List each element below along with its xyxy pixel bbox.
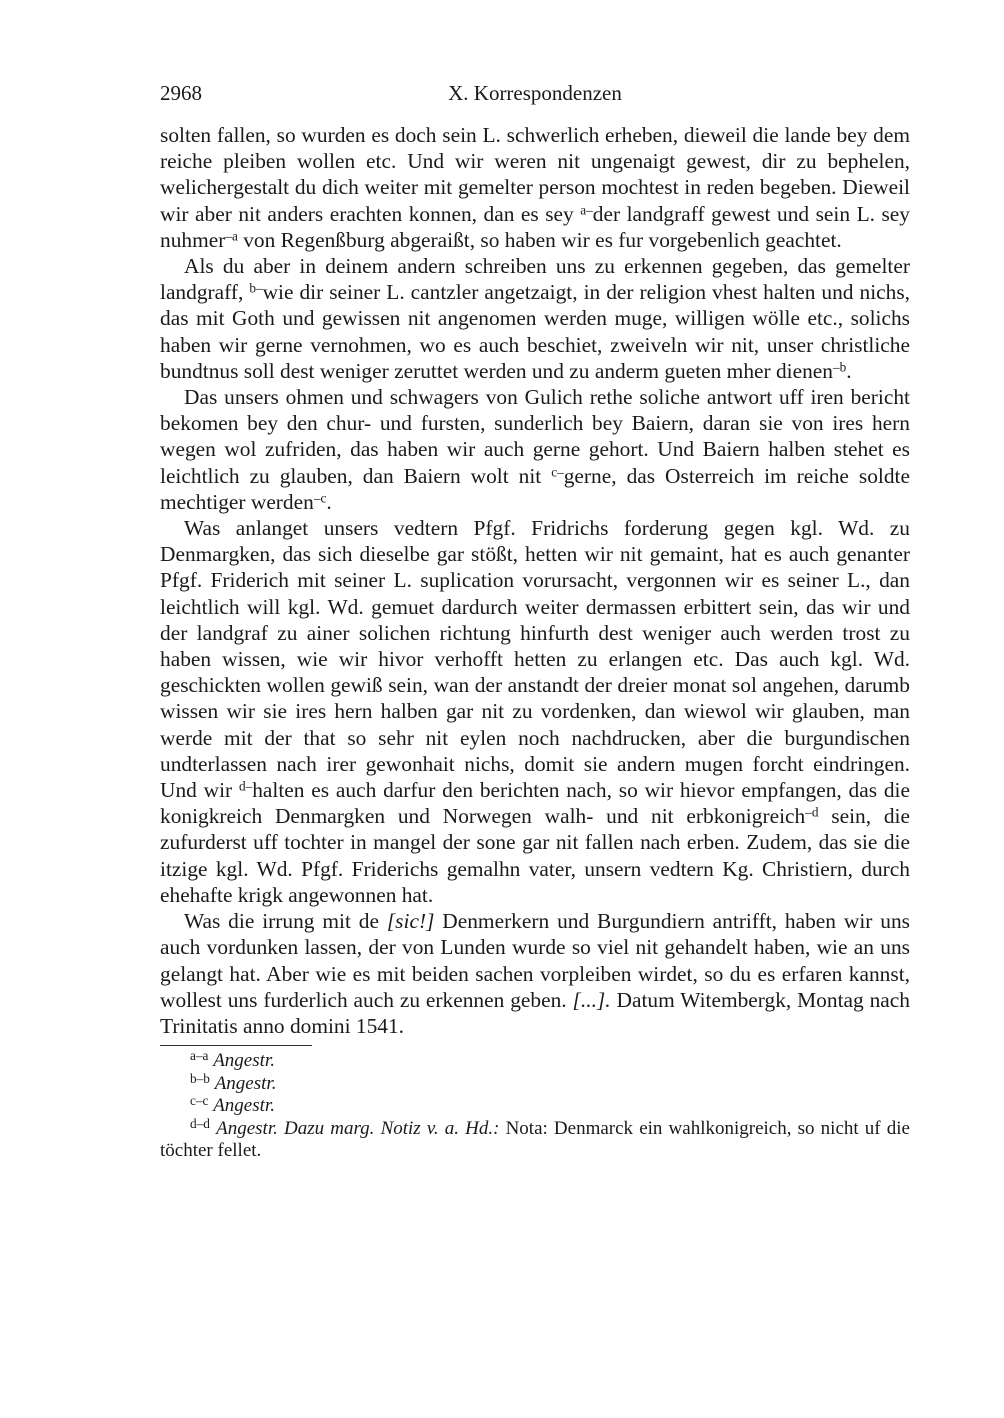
footnote-text: Nota: Denmarck ein wahlkonigreich, so nicht uf die töchter fellet. bbox=[160, 1117, 910, 1162]
footnote-marker: –d bbox=[805, 804, 819, 820]
paragraph-3 bbox=[160, 384, 910, 515]
footnote-note: Angestr. bbox=[213, 1050, 275, 1072]
footnote-note: Angestr. bbox=[214, 1072, 277, 1094]
footnote-marker: b– bbox=[249, 280, 263, 296]
document-page bbox=[160, 78, 910, 1163]
footnote-marker: a– bbox=[580, 201, 593, 217]
text-run: von Regenßburg abgeraißt, so haben wir es fur vorgebenlich geachtet. bbox=[237, 227, 842, 252]
editorial-note: [sic!] bbox=[386, 909, 435, 934]
paragraph-5 bbox=[160, 908, 910, 1039]
footnote-mark: b–b bbox=[190, 1070, 210, 1086]
footnote-mark: d–d bbox=[190, 1115, 210, 1131]
footnotes bbox=[160, 1050, 910, 1163]
paragraph-1 bbox=[160, 122, 910, 253]
editorial-omission: [...]. bbox=[572, 987, 611, 1012]
footnote-mark: a–a bbox=[190, 1048, 209, 1064]
footnote-marker: –b bbox=[833, 359, 847, 375]
text-run: Das unsers ohmen und schwagers von Gulich rethe soliche antwort uff iren bericht bekomen bey den chur- und fursten, sunderlich bey Baiern, daran sie von ires hern wegen wol zufriden, das haben wir auch gerne gehort. Und Baiern halben stehet es leichtlich zu glauben, dan Baiern wolt nit bbox=[160, 385, 910, 488]
text-run: Denmerkern und Burgundiern antrifft, haben wir uns auch vordunken lassen, der von Lunden wurde so viel nit gehandelt haben, wie an uns gelangt hat. Aber wie es mit beiden sachen vorpleiben wirdet, so du es erfaren kannst, wollest uns furderlich auch zu erkennen geben. bbox=[160, 909, 910, 1012]
footnote-note: Angestr. Dazu marg. Notiz v. a. Hd.: bbox=[216, 1117, 500, 1139]
footnote-mark: c–c bbox=[190, 1093, 209, 1109]
footnote-marker: –a bbox=[225, 228, 238, 244]
footnote-b bbox=[160, 1070, 910, 1096]
text-run: der landgraff gewest und sein L. sey nuhmer bbox=[160, 201, 910, 252]
text-run: Als du aber in deinem andern schreiben uns zu erkennen gegeben, das gemelter landgraff, bbox=[160, 254, 910, 305]
text-run: gerne, das Osterreich im reiche soldte mechtiger werden bbox=[160, 463, 910, 514]
text-run: Datum Witembergk, Montag nach Trinitatis anno domini 1541. bbox=[160, 987, 910, 1038]
text-run: solten fallen, so wurden es doch sein L. schwerlich erheben, dieweil die lande bey dem reiche pleiben wollen etc. Und wir weren nit ungenaigt gewest, dir zu bephelen, welichergestalt du dich weiter mit gemelter person mochtest in reden begeben. Dieweil wir aber nit anders erachten konnen, dan es sey bbox=[160, 123, 910, 226]
footnote-d bbox=[160, 1115, 910, 1163]
letter-body bbox=[160, 122, 910, 1039]
text-run: Was anlanget unsers vedtern Pfgf. Fridrichs forderung gegen kgl. Wd. zu Denmargken, das sich dieselbe gar stößt, hetten wir nit gemaint, hat es auch genanter Pfgf. Friderich mit seiner L. suplication vorursacht, vergonnen wir es seiner L., dan leichtlich will kgl. Wd. gemuet dardurch weiter dermassen erbittert sein, das wir und der landgraf zu ainer solichen richtung hinfurth dest weniger auch werden trost zu haben wissen, wie wir hivor verhofft hetten zu erlangen etc. Das auch kgl. Wd. geschickten wollen gewiß sein, wan der anstandt der dreier monat sol angehen, darumb wissen wir sie ires hern halben gar nit zu vordenken, dan wiewol wir glauben, man werde mit der that so sehr nit eylen noch nachdrucken, aber die burgundischen undterlassen nach irer gewonhait nichs, domit sie andern mugen forcht eindringen. Und wir bbox=[160, 516, 910, 803]
paragraph-4 bbox=[160, 515, 910, 908]
text-run: . bbox=[846, 358, 852, 383]
text-run: . bbox=[326, 489, 332, 514]
page-number: 2968 bbox=[160, 81, 202, 105]
text-run: Was die irrung mit de bbox=[184, 909, 387, 934]
text-run: halten es auch darfur den berichten nach, so wir hievor empfangen, das die konigkreich Denmargken und Norwegen walh- und nit erbkonigreich bbox=[160, 778, 910, 829]
footnote-marker: d– bbox=[238, 778, 253, 794]
footnote-c bbox=[160, 1095, 910, 1118]
footnote-marker: c– bbox=[551, 464, 564, 480]
footnote-divider bbox=[160, 1045, 312, 1046]
running-header bbox=[160, 78, 910, 108]
section-title: X. Korrespondenzen bbox=[448, 81, 622, 105]
paragraph-2 bbox=[160, 253, 910, 384]
text-run: wie dir seiner L. cantzler angetzaigt, in der religion vhest halten und nichs, das mit Goth und gewissen nit angenomen werden muge, willigen wölle etc., solichs haben wir gerne vernohmen, wo es auch beschiet, zweiveln wir nit, unser christliche bundtnus soll dest weniger zeruttet werden und zu anderm gueten mher dienen bbox=[160, 280, 910, 383]
footnote-note: Angestr. bbox=[213, 1095, 275, 1117]
footnote-a bbox=[160, 1050, 910, 1073]
text-run: sein, die zufurderst uff tochter in mangel der sone gar nit fallen nach erben. Zudem, das sie die itzige kgl. Wd. Pfgf. Friderichs gemalhn vater, unsern vedtern Kg. Christiern, durch ehehafte krigk angewonnen hat. bbox=[160, 804, 910, 907]
footnote-marker: –c bbox=[313, 490, 327, 506]
